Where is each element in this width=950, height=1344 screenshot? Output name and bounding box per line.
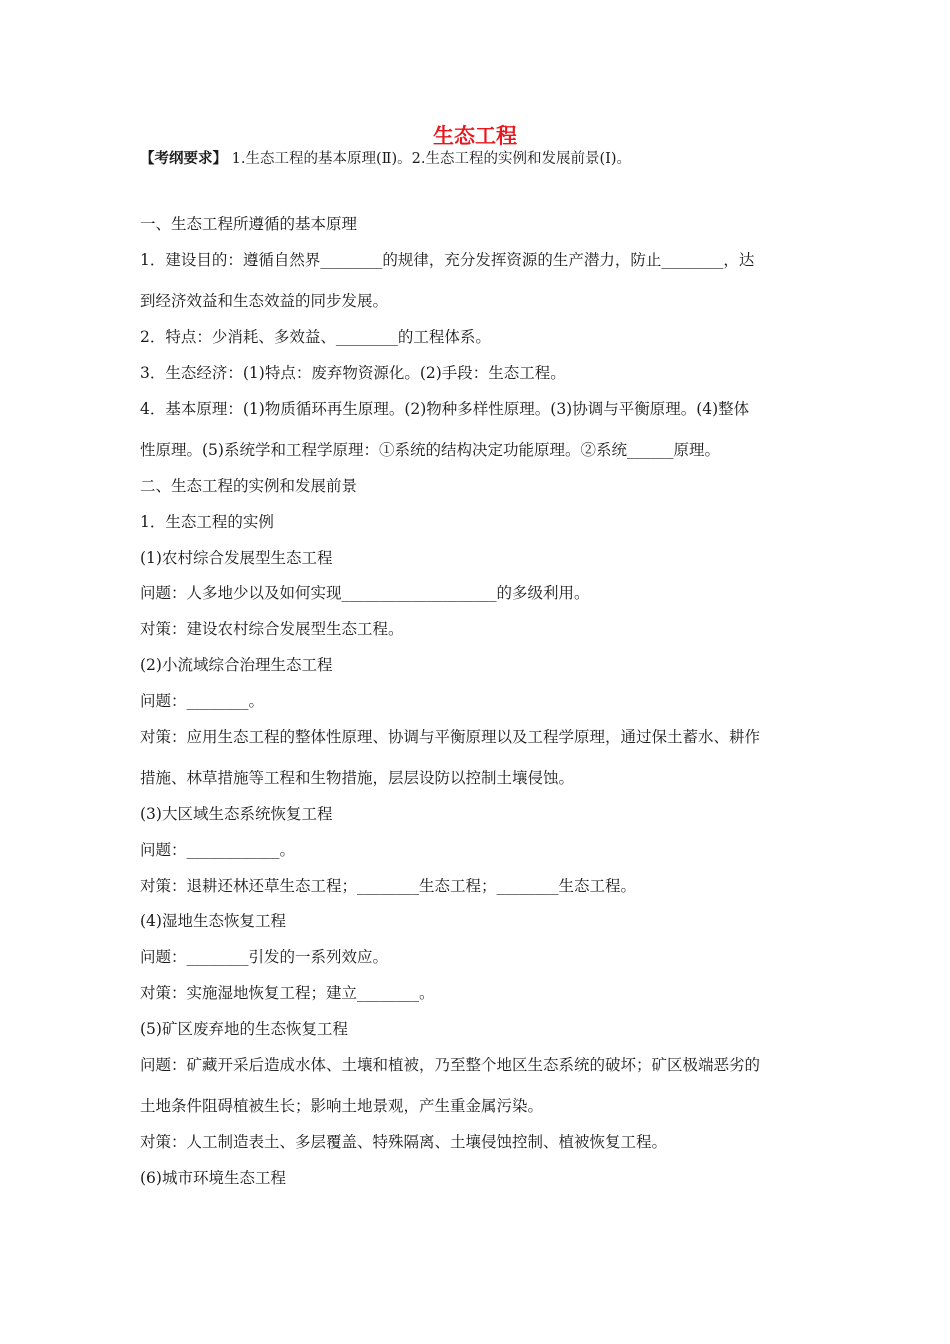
paragraph-line: 问题：矿藏开采后造成水体、土壤和植被，乃至整个地区生态系统的破坏；矿区极端恶劣的: [140, 1056, 761, 1074]
paragraph-line: 问题：________。: [140, 692, 265, 710]
paragraph-line: 对策：实施湿地恢复工程；建立________。: [140, 984, 435, 1002]
syllabus-label: 【考纲要求】: [140, 151, 227, 167]
paragraph-line: 对策：建设农村综合发展型生态工程。: [140, 620, 404, 638]
item-heading: (3)大区域生态系统恢复工程: [140, 805, 333, 823]
item-heading: (2)小流域综合治理生态工程: [140, 656, 333, 674]
paragraph-line: 问题：人多地少以及如何实现____________________的多级利用。: [140, 584, 590, 602]
paragraph-line: 2．特点：少消耗、多效益、________的工程体系。: [140, 328, 491, 346]
subsection-heading: 1．生态工程的实例: [140, 513, 274, 531]
item-heading: (1)农村综合发展型生态工程: [140, 549, 333, 567]
item-heading: (6)城市环境生态工程: [140, 1169, 286, 1187]
paragraph-line: 性原理。(5)系统学和工程学原理：①系统的结构决定功能原理。②系统______原理。: [140, 441, 720, 459]
paragraph-line: 问题：____________。: [140, 841, 296, 859]
syllabus-text: 1.生态工程的基本原理(Ⅱ)。2.生态工程的实例和发展前景(Ⅰ)。: [227, 151, 631, 167]
paragraph-line: 土地条件阻碍植被生长；影响土地景观，产生重金属污染。: [140, 1097, 544, 1115]
section-heading-2: 二、生态工程的实例和发展前景: [140, 477, 358, 495]
paragraph-line: 问题：________引发的一系列效应。: [140, 948, 389, 966]
paragraph-line: 3．生态经济：(1)特点：废弃物资源化。(2)手段：生态工程。: [140, 364, 566, 382]
item-heading: (5)矿区废弃地的生态恢复工程: [140, 1020, 348, 1038]
paragraph-line: 1．建设目的：遵循自然界________的规律，充分发挥资源的生产潜力，防止________，达: [140, 251, 755, 269]
paragraph-line: 到经济效益和生态效益的同步发展。: [140, 292, 389, 310]
paragraph-line: 对策：应用生态工程的整体性原理、协调与平衡原理以及工程学原理，通过保土蓄水、耕作: [140, 728, 761, 746]
paragraph-line: 措施、林草措施等工程和生物措施，层层设防以控制土壤侵蚀。: [140, 769, 575, 787]
page-title: 生态工程: [433, 124, 517, 148]
paragraph-line: 对策：退耕还林还草生态工程；________生态工程；________生态工程。: [140, 877, 637, 895]
section-heading-1: 一、生态工程所遵循的基本原理: [140, 215, 358, 233]
paragraph-line: 对策：人工制造表土、多层覆盖、特殊隔离、土壤侵蚀控制、植被恢复工程。: [140, 1133, 668, 1151]
syllabus-requirements: [140, 148, 631, 170]
paragraph-line: 4．基本原理：(1)物质循环再生原理。(2)物种多样性原理。(3)协调与平衡原理。(4)整体: [140, 400, 750, 418]
item-heading: (4)湿地生态恢复工程: [140, 912, 286, 930]
